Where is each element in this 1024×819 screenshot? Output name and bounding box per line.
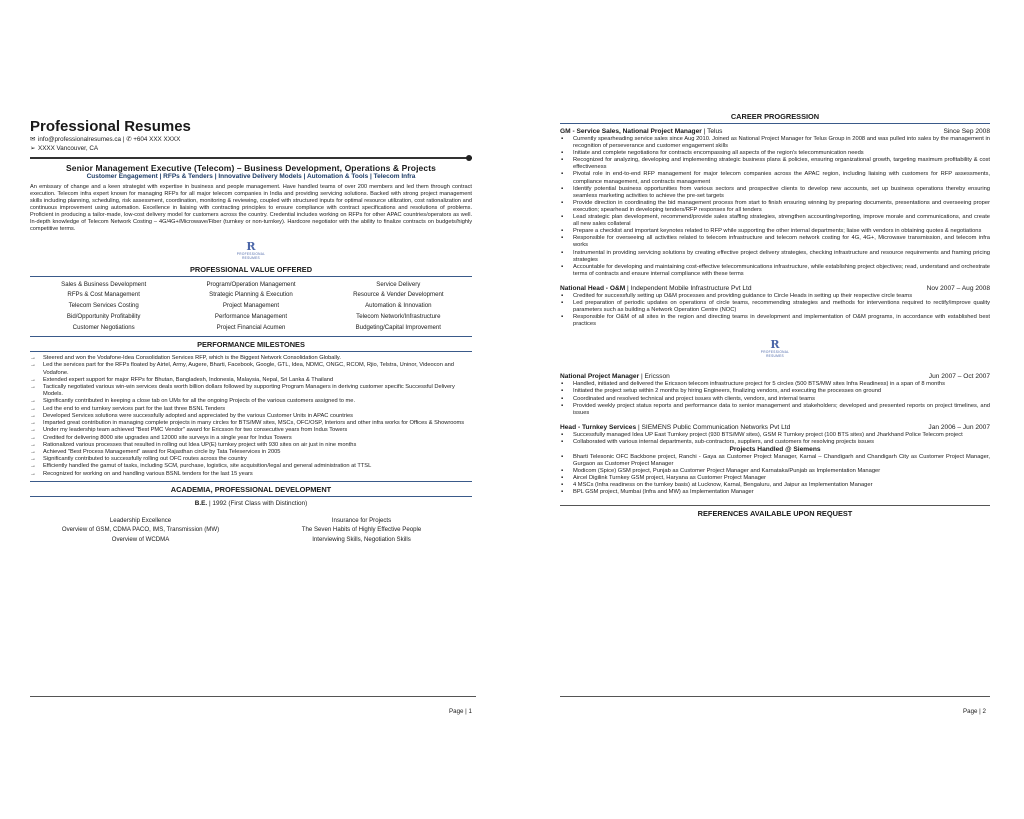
project-item: ▪ Modicom (Spice) GSM project, Punjab as Customer Project Manager and Karnataka/Punjab as Implementation Manager — [560, 468, 990, 475]
milestone-item: → Under my leadership team achieved "Best PMC Vendor" award for Ericsson for two consecutive years from Indus Towers — [30, 427, 472, 434]
profile-summary: An emissary of change and a keen strategist with expertise in business and people management. Have handled teams of over 200 members and led them through contract execution. Telecom infra expert known for managing RFPs for all major telecom companies in India and providing servicing solutions. Backed with strong project management skills including planning, scheduling, risk assessment, coordination, monitoring & reviewing, coupled with structured inputs for optimal resource utilization, cost rationalization and continuous improvement using automation. Excellence in liaising with contracting principles to ensure compliance with contract specifications and resolutions of problems. Proficient in producing a tailor-made, low-cost delivery model for customers across the country. Credential includes working on RFPs for other APAC countries/operators as well. In-depth knowledge of Telecom Network Costing – 4G/4G+/Microwave/Fiber (turnkey or non-turnkey). Hardcore negotiator with the ability to finalize contracts on budgets/highly competitive terms. — [30, 184, 472, 232]
degree-line — [30, 500, 472, 508]
value-item: Service Delivery — [376, 280, 421, 288]
headline: Senior Management Executive (Telecom) – Business Development, Operations & Projects — [66, 163, 436, 174]
milestone-item: → Rationalized various processes that resulted in rolling out Idea UP(E) turnkey project with 930 sites on air just in nine months — [30, 442, 472, 449]
job-bullets — [560, 381, 990, 416]
value-item: Sales & Business Development — [61, 280, 147, 288]
job-title-line — [560, 423, 790, 432]
job-dates: Jan 2006 – Jun 2007 — [928, 423, 990, 431]
job-header — [560, 372, 990, 381]
degree-detail: | 1992 (First Class with Distinction) — [207, 499, 308, 507]
job-title: National Project Manager — [560, 373, 640, 381]
training-item: Insurance for Projects — [331, 516, 392, 524]
training-left-column — [30, 516, 251, 545]
job-bullet: ▪ Responsible for O&M of all sites in the region and directing teams in development and implementation of O&M programs, in accordance with established best practices — [560, 314, 990, 328]
job-bullet: ▪ Provide direction in coordinating the bid management process from start to finish ensuring winning by preparing documents, presentations and overseeing proper execution; spearhead in developing tenders/RFP responses for all tenders — [560, 200, 990, 214]
value-item: Program/Operation Management — [206, 280, 296, 288]
job-header — [560, 284, 990, 293]
references-note: REFERENCES AVAILABLE UPON REQUEST — [697, 508, 853, 518]
milestone-item: → Steered and won the Vodafone-Idea Consolidation Services RFP, which is the Biggest Network Consolidation Globally. — [30, 355, 472, 362]
section-rule — [30, 336, 472, 337]
logo-r-icon: R — [246, 239, 256, 253]
milestone-item: → Led the services part for the RFPs floated by Airtel, Army, Augere, Bharti, Facebook, Google, GTL, Idea, NDMC, ONGC, RCOM, Rjio, Telstra, Uninor, Videocon and Vodafone. — [30, 362, 472, 376]
job-bullet: ▪ Provided weekly project status reports and performance data to senior management and stakeholders; developed and presented reports on project timelines, and issues — [560, 403, 990, 417]
job-title: National Head - O&M — [560, 284, 626, 292]
milestone-item: → Achieved "Best Process Management" award for Rajasthan circle by Tata Teleservices in 2005 — [30, 449, 472, 456]
job-bullet: ▪ Led preparation of periodic updates on operations of circle teams, recommending strategies and methods for interventions required to rectify/improve quality parameters such as building a Network Operation Centre (NOC) — [560, 300, 990, 314]
job-company: | Independent Mobile Infrastructure Pvt Ltd — [625, 284, 752, 292]
job-bullet: ▪ Currently spearheading service sales since Aug 2010. Joined as National Project Manager for Telus Group in 2008 and was pulled into sales by the management in recognition of perseverance and customer engagement skills — [560, 136, 990, 150]
value-item: Automation & Innovation — [365, 302, 432, 310]
milestone-item: → Imparted great contribution in managing complete projects in many circles for BTS/MW sites, MSCs, OFC/OSP, Interiors and other infra works for Offices & Showrooms — [30, 420, 472, 427]
value-item: Strategic Planning & Execution — [209, 291, 293, 299]
value-item: Bid/Opportunity Profitability — [66, 312, 141, 320]
page-number: Page | 2 — [963, 708, 986, 715]
phone-icon: ✆ — [126, 136, 132, 143]
training-item: Leadership Excellence — [109, 516, 172, 524]
value-item: Resource & Vender Development — [353, 291, 444, 299]
value-offered-grid — [30, 280, 472, 334]
value-item: RFPs & Cost Management — [67, 291, 140, 299]
header-divider — [30, 157, 472, 159]
training-item: The Seven Habits of Highly Effective People — [301, 526, 422, 534]
job-company: | Ericsson — [639, 373, 670, 381]
academia-section-title: ACADEMIA, PROFESSIONAL DEVELOPMENT — [170, 484, 332, 494]
project-item: ▪ Bharti Telesonic OFC Backbone project, Ranchi - Gaya as Customer Project Manager, Karnal – Chandigarh and Chandigarh City as Customer Project Manager, Gurgaon as Customer Project Manager — [560, 454, 990, 468]
job-dates: Since Sep 2008 — [943, 128, 990, 135]
career-section-title: CAREER PROGRESSION — [730, 112, 820, 121]
job-bullets — [560, 293, 990, 328]
project-item: ▪ Aircel Digilink Turnkey GSM project, Haryana as Customer Project Manager — [560, 475, 990, 482]
job-bullet: ▪ Pivotal role in end-to-end RFP management for major telecom companies across the APAC region, including liaising with customers for RFP assessments, compliance management, and contracts management — [560, 171, 990, 185]
job-bullet: ▪ Handled, initiated and delivered the Ericsson telecom infrastructure project for 5 circles (500 BTS/MW sites Infra Readiness) in a span of 8 months — [560, 381, 990, 388]
page-footer-rule — [30, 696, 476, 697]
milestone-item: → Significantly contributed to successfully rolling out OFC routes across the country — [30, 456, 472, 463]
page-number: Page | 1 — [449, 708, 472, 715]
section-rule — [30, 481, 472, 482]
job-bullet: ▪ Responsible for overseeing all activities related to telecom infrastructure and telecom network costing for 4G, 4G+, Microwave transmission, and telecom infra works — [560, 235, 990, 249]
project-item: ▪ BPL GSM project, Mumbai (Infra and MW) as Implementation Manager — [560, 489, 990, 496]
job-title: GM - Service Sales, National Project Manager — [560, 128, 702, 135]
job-bullet: ▪ Prepare a checklist and important keynotes related to RFP while supporting the other internal departments; liaise with vendors in obtaining quotes & negotiations — [560, 228, 990, 235]
section-rule — [30, 496, 472, 497]
candidate-name: Professional Resumes — [30, 118, 191, 135]
job-title-line — [560, 127, 722, 136]
value-item: Project Management — [222, 302, 280, 310]
logo-r-icon: R — [770, 338, 780, 352]
email-link[interactable]: info@professionalresumes.ca — [38, 136, 122, 143]
value-item: Budgeting/Capital Improvement — [355, 323, 441, 331]
value-item: Customer Negotiations — [72, 323, 135, 331]
email-icon: ✉ — [30, 136, 36, 143]
milestone-item: → Developed Services solutions were successfully adopted and appreciated by the various Customer Units in APAC countries — [30, 413, 472, 420]
job-bullet: ▪ Credited for successfully setting up O&M processes and providing guidance to Circle Heads in setting up their respective circle teams — [560, 293, 990, 300]
degree: B.E. — [194, 499, 208, 507]
job-header — [560, 127, 990, 136]
milestone-item: → Tactically negotiated various win-win services deals worth billion dollars followed by supporting Program Managers in deriving customer specific Successful Delivery Models. — [30, 384, 472, 398]
milestone-item: → Credited for delivering 8000 site upgrades and 12000 site surveys in a single year for Indus Towers — [30, 435, 472, 442]
project-item: ▪ 4 MSCs (Infra readiness on the turnkey basis) at Lucknow, Karnal, Bengaluru, and Jaipur as Implementation Manager — [560, 482, 990, 489]
training-item: Interviewing Skills, Negotiation Skills — [312, 535, 411, 543]
job-bullets — [560, 136, 990, 278]
page-footer-rule — [560, 696, 990, 697]
job-bullet: ▪ Initiate and complete negotiations for contracts encompassing all aspects of the region's telecommunication needs — [560, 150, 990, 157]
job-title: Head - Turnkey Services — [560, 423, 637, 431]
job-title-line — [560, 372, 670, 381]
value-item: Telecom Network/Infrastructure — [356, 312, 441, 320]
professional-resumes-logo: R PROFESSIONAL RESUMES — [236, 239, 266, 260]
job-bullet: ▪ Initiated the project setup within 2 months by hiring Engineers, finalizing vendors, and executing the processes on ground — [560, 388, 990, 395]
section-rule — [30, 276, 472, 277]
job-bullet: ▪ Accountable for developing and maintaining cost-effective telecommunications infrastructure, while establishing project objectives; read, understand and orchestrate terms of contracts and ensure internal compliance with these terms — [560, 264, 990, 278]
milestone-item: → Extended expert support for major RFPs for Bhutan, Bangladesh, Indonesia, Malaysia, Nepal, Sri Lanka & Thailand — [30, 377, 472, 384]
milestone-item: → Efficiently handled the gamut of tasks, including SCM, purchase, logistics, site acquisition/legal and general administration at TTSL — [30, 463, 472, 470]
training-right-column — [251, 516, 472, 545]
jobs-list-continued — [560, 372, 990, 446]
job-bullet: ▪ Lead strategic plan development, recommend/provide sales staffing strategies, strengthen accounting/reporting, improve morale and communications, and create all new sales collateral — [560, 214, 990, 228]
value-section-title: PROFESSIONAL VALUE OFFERED — [189, 264, 313, 274]
job-bullet: ▪ Coordinated and resolved technical and project issues with clients, vendors, and internal teams — [560, 396, 990, 403]
milestones-list — [30, 355, 472, 477]
job-dates: Jun 2007 – Oct 2007 — [928, 373, 990, 381]
value-item: Telecom Services Costing — [68, 302, 139, 310]
job-bullet: ▪ Collaborated with various internal departments, sub-contractors, suppliers, and customers for resolving projects issues — [560, 439, 990, 446]
projects-subheading: Projects Handled @ Siemens — [729, 446, 821, 453]
section-rule — [560, 505, 990, 506]
job-title-line — [560, 284, 752, 293]
section-rule — [560, 123, 990, 124]
contact-line: ✉ info@professionalresumes.ca | ✆ +604 XXX XXXX — [30, 136, 181, 143]
divider-dot — [466, 155, 472, 161]
address-line — [30, 145, 472, 153]
value-item: Project Financial Acumen — [216, 323, 286, 331]
job-bullet: ▪ Identify potential business opportunities from various sectors and prospective clients to develop new accounts, set up business operations thereby ensuring seamless marketing activities to achieve the pre-set targets — [560, 186, 990, 200]
subheadline: Customer Engagement | RFPs & Tenders | Innovative Delivery Models | Automation & Tools | Telecom Infra — [86, 173, 416, 181]
projects-list — [560, 454, 990, 497]
job-bullet: ▪ Recognized for analyzing, developing and implementing strategic business plans & policies, ensuring organizational growth, targeting maximum profitability & cost effectiveness — [560, 157, 990, 171]
job-bullets — [560, 432, 990, 446]
resume-page-2 — [512, 0, 1024, 819]
training-item: Overview of GSM, CDMA PACO, IMS, Transmission (MW) — [61, 526, 220, 534]
section-rule — [30, 351, 472, 352]
job-company: | SIEMENS Public Communication Networks Pvt Ltd — [636, 423, 791, 431]
training-item: Overview of WCDMA — [111, 535, 170, 543]
job-bullet: ▪ Successfully managed Idea UP East Turnkey project (930 BTS/MW sites), GSM R Turnkey project (100 BTS sites) and Jharkhand Police Telecom project — [560, 432, 990, 439]
milestone-item: → Recognized for working on and handling various BSNL tenders for the last 15 years — [30, 471, 472, 478]
job-company: | Telus — [701, 128, 723, 135]
milestones-section-title: PERFORMANCE MILESTONES — [197, 340, 305, 350]
job-bullet: ▪ Instrumental in providing servicing solutions by creating effective project delivery strategies, checking infrastructure and resource requirements and framing pricing strategies — [560, 250, 990, 264]
phone-number: +604 XXX XXXX — [133, 136, 181, 143]
value-item: Performance Management — [214, 312, 288, 320]
job-dates: Nov 2007 – Aug 2008 — [926, 284, 990, 292]
milestone-item: → Significantly contributed in keeping a close tab on UMs for all the ongoing Projects of the various customers assigned to me. — [30, 398, 472, 405]
location-icon: ➢ — [30, 145, 36, 153]
professional-resumes-logo: R PROFESSIONAL RESUMES — [760, 338, 790, 359]
training-grid — [30, 516, 472, 545]
milestone-item: → Led the end to end turnkey services part for the last three BSNL Tenders — [30, 406, 472, 413]
job-header — [560, 423, 990, 432]
address: XXXX Vancouver, CA — [38, 145, 99, 153]
jobs-list — [560, 127, 990, 328]
